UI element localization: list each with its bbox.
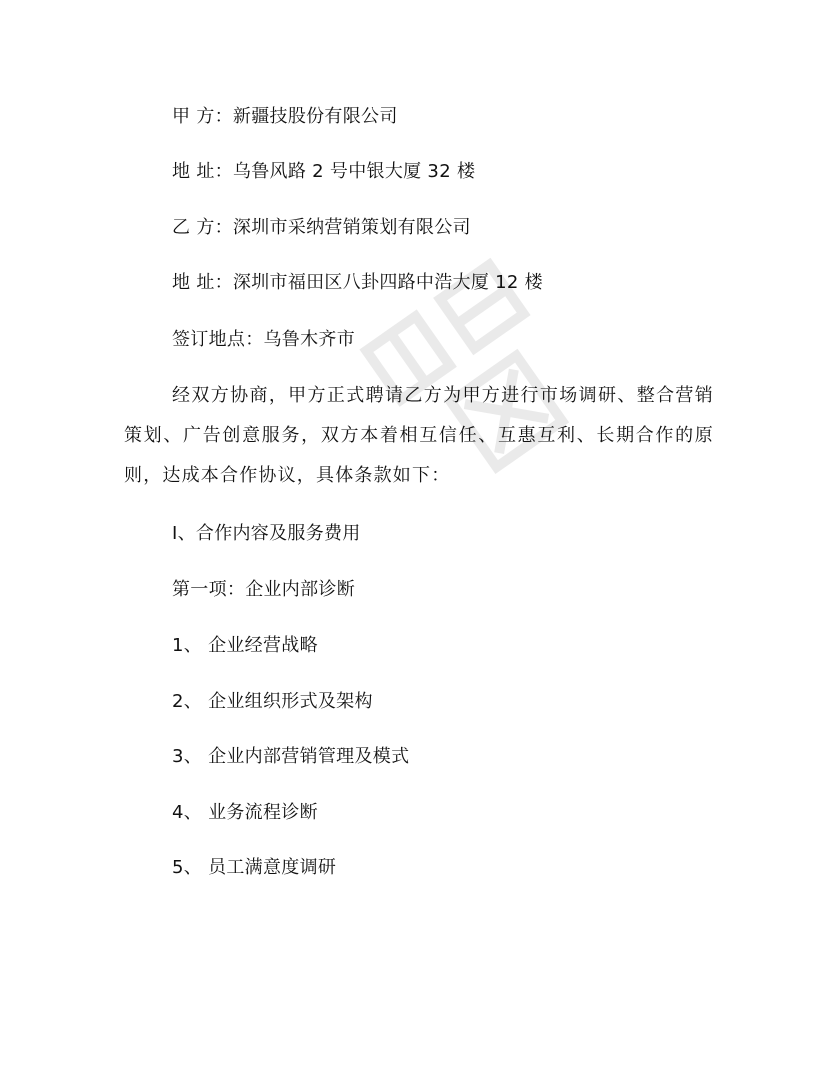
party-b-line: 乙 方：深圳市采纳营销策划有限公司 [172,217,471,238]
party-a-address-line: 地 址：乌鲁风路 2 号中银大厦 32 楼 [172,161,476,182]
item-heading: 第一项：企业内部诊断 [172,579,355,600]
party-b-address-line: 地 址：深圳市福田区八卦四路中浩大厦 12 楼 [172,272,543,293]
section-heading: Ⅰ、合作内容及服务费用 [172,523,361,544]
intro-paragraph: 经双方协商，甲方正式聘请乙方为甲方进行市场调研、整合营销策划、广告创意服务，双方本着相互信任、互惠互利、长期合作的原则，达成本合作协议，具体条款如下： [124,385,714,486]
signing-place-line: 签订地点：乌鲁木齐市 [172,329,355,350]
list-item: 3、 企业内部营销管理及模式 [172,746,410,767]
list-item: 4、 业务流程诊断 [172,802,318,823]
list-item: 5、 员工满意度调研 [172,857,337,878]
party-a-line: 甲 方：新疆技股份有限公司 [172,106,398,127]
list-item: 2、 企业组织形式及架构 [172,691,373,712]
list-item: 1、 企业经营战略 [172,635,318,656]
